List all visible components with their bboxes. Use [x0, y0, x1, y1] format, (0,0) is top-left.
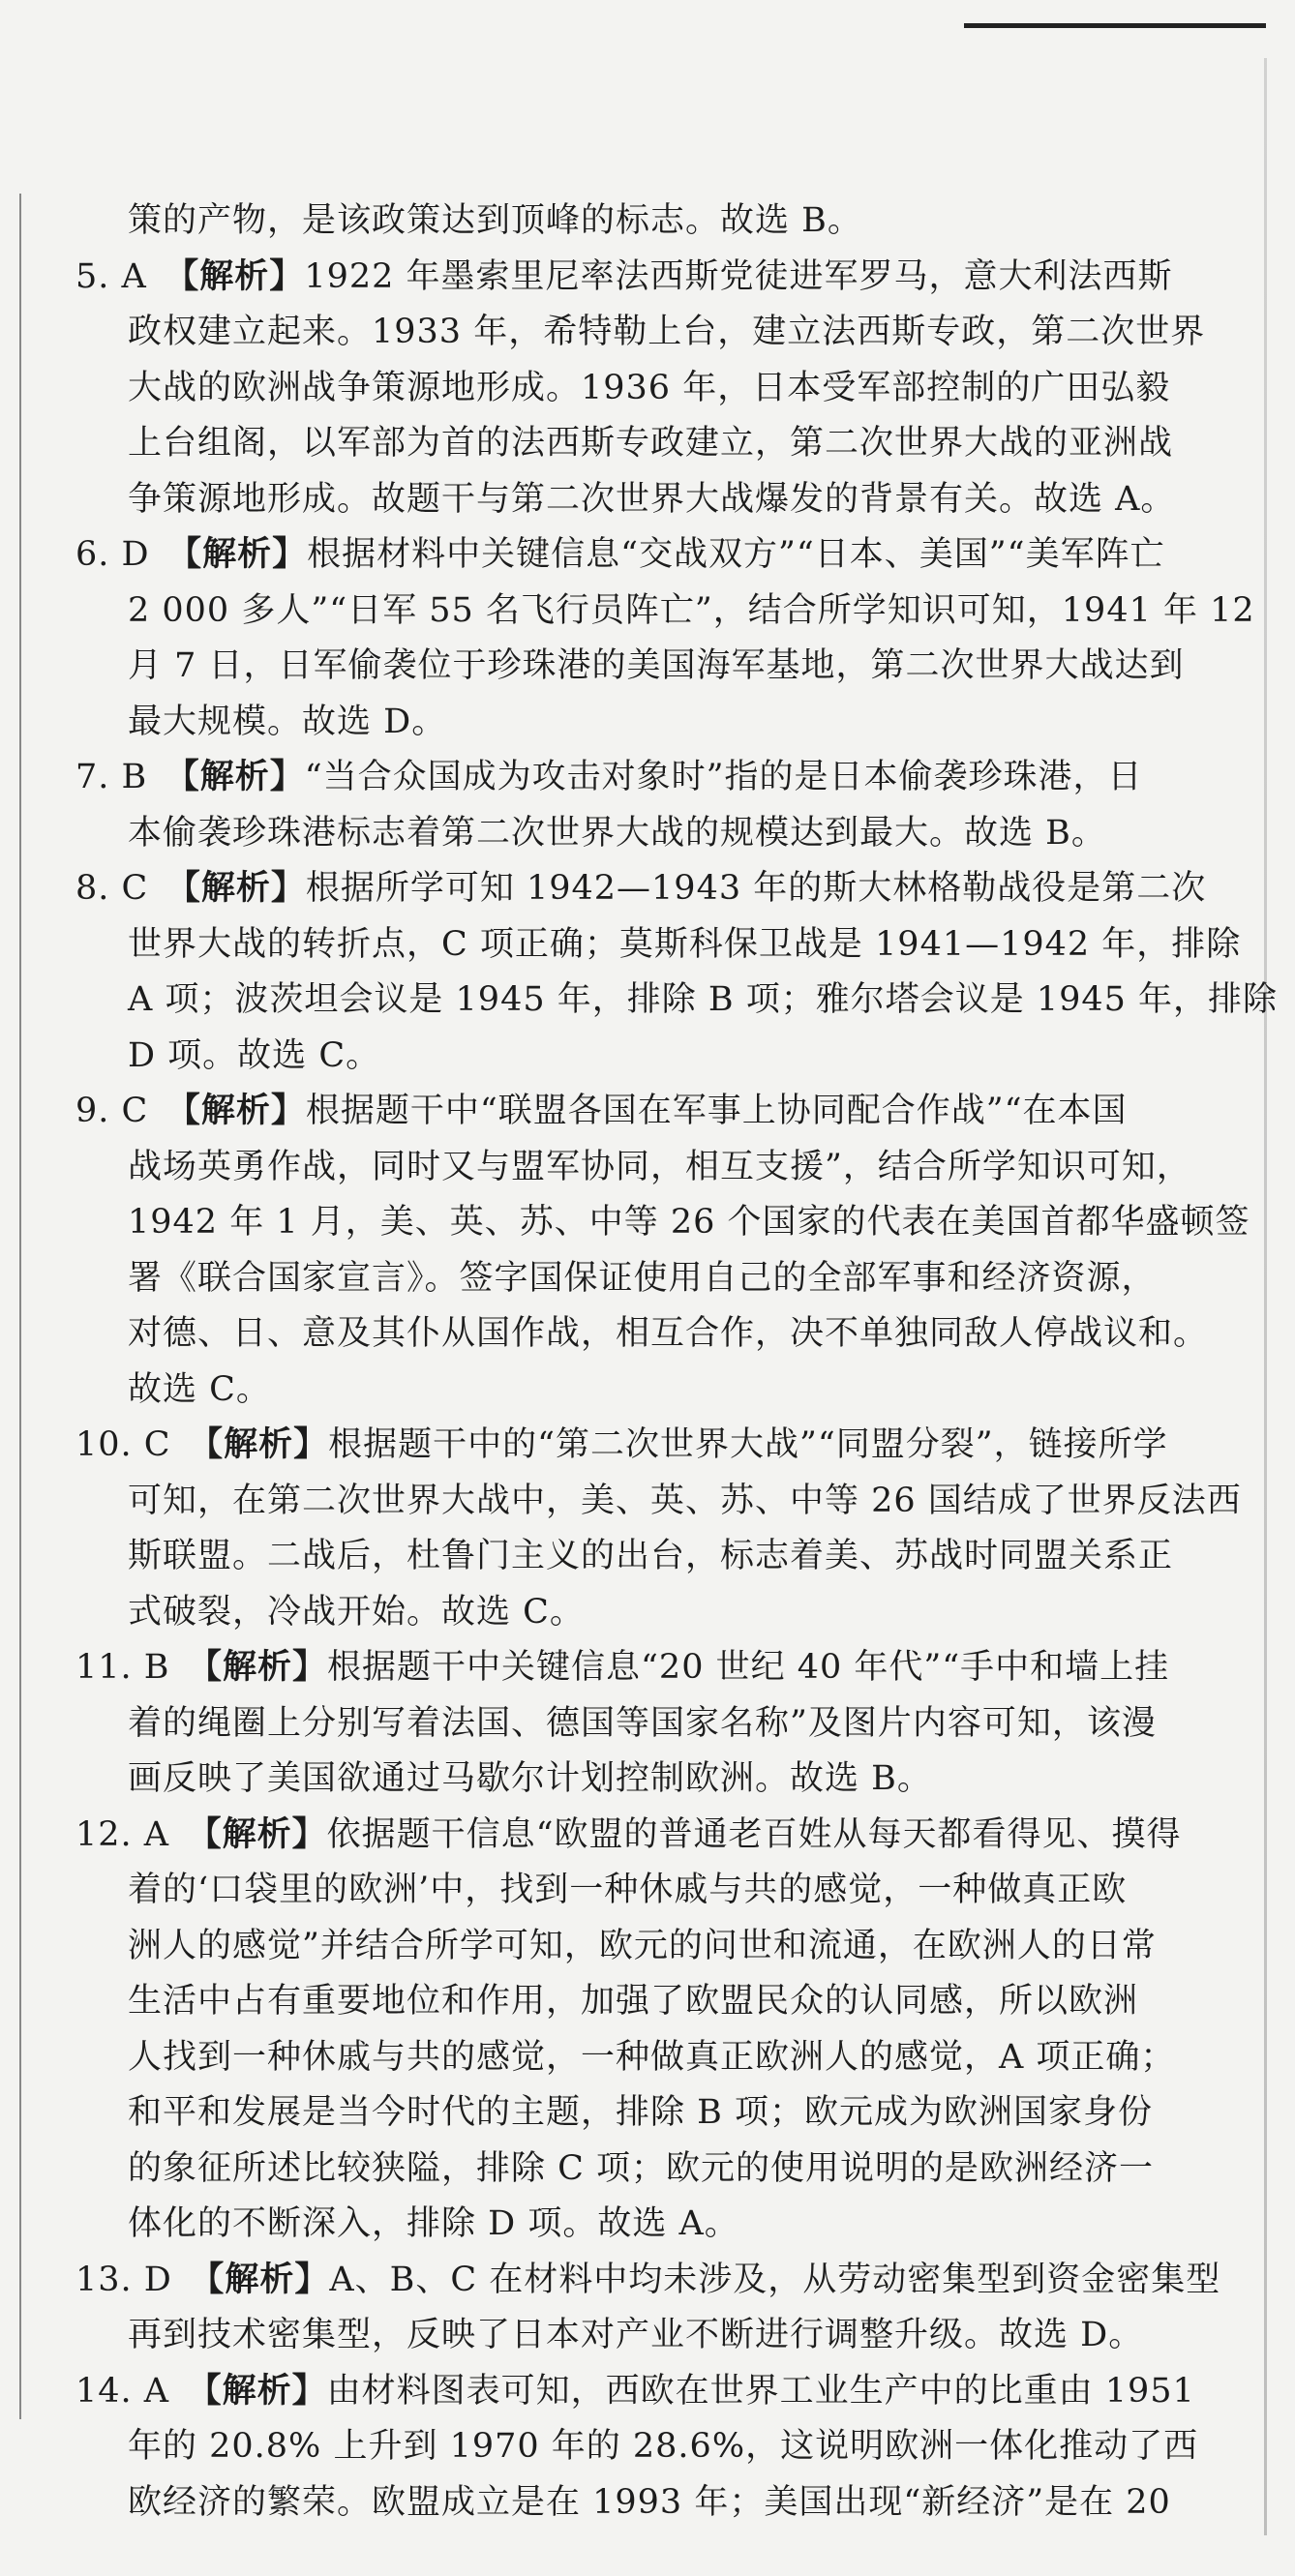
- question-number: 10. C: [75, 1425, 171, 1464]
- text-line: [75, 2364, 1195, 2420]
- text-line: [75, 361, 1171, 417]
- analysis-tag: 【解析】: [166, 869, 306, 908]
- analysis-tag: 【解析】: [190, 2260, 330, 2299]
- analysis-tag: 【解析】: [187, 2371, 327, 2411]
- line-text: D 项。故选 C。: [128, 1035, 381, 1075]
- question-number: 6. D: [75, 535, 150, 574]
- text-line: [75, 1363, 1077, 1419]
- text-line: [75, 639, 1185, 695]
- question-number: 9. C: [75, 1092, 149, 1130]
- text-line: [75, 1195, 1250, 1251]
- line-text: 1942 年 1 月，美、英、苏、中等 26 个国家的代表在美国首都华盛顿签: [128, 1203, 1250, 1242]
- text-line: [75, 194, 1077, 250]
- analysis-tag: 【解析】: [189, 1425, 329, 1464]
- line-text: 署《联合国家宣言》。签字国保证使用自己的全部军事和经济资源，: [128, 1258, 1157, 1298]
- text-line: [75, 2085, 1153, 2142]
- analysis-tag: 【解析】: [165, 256, 305, 296]
- analysis-tag: 【解析】: [167, 535, 308, 574]
- text-line: [75, 695, 1077, 751]
- line-text: 着的‘口袋里的欧洲’中，找到一种休戚与共的感觉，一种做真正欧: [128, 1871, 1128, 1909]
- line-text: 根据题干中的“第二次世界大战”“同盟分裂”，链接所学: [328, 1425, 1168, 1464]
- text-line: [75, 250, 1173, 306]
- line-text: 政权建立起来。1933 年，希特勒上台，建立法西斯专政，第二次世界: [128, 313, 1206, 351]
- text-line: [75, 1474, 1242, 1530]
- line-text: “当合众国成为攻击对象时”指的是日本偷袭珍珠港，日: [304, 758, 1143, 796]
- text-line: [75, 1306, 1209, 1363]
- line-text: 最大规模。故选 D。: [128, 702, 447, 741]
- page-edge-shadow: [1264, 58, 1267, 2535]
- header-rule: [964, 23, 1266, 28]
- line-text: 2 000 多人”“日军 55 名飞行员阵亡”，结合所学知识可知，1941 年 12: [128, 590, 1255, 630]
- line-text: 本偷袭珍珠港标志着第二次世界大战的规模达到最大。故选 B。: [128, 813, 1106, 853]
- question-number: 12. A: [75, 1814, 170, 1854]
- text-line: [75, 584, 1255, 640]
- text-line: [75, 1752, 1077, 1808]
- text-line: [75, 527, 1165, 584]
- line-text: 1922 年墨索里尼率法西斯党徒进军罗马，意大利法西斯: [304, 256, 1173, 296]
- question-number: 14. A: [75, 2371, 170, 2411]
- text-line: [75, 1974, 1139, 2030]
- text-line: [75, 1863, 1128, 1919]
- line-text: 体化的不断深入，排除 D 项。故选 A。: [128, 2204, 739, 2243]
- line-text: 画反映了美国欲通过马歇尔计划控制欧洲。故选 B。: [128, 1759, 932, 1798]
- text-line: [75, 1640, 1170, 1696]
- text-line: [75, 1251, 1157, 1307]
- question-number: 5. A: [75, 256, 147, 296]
- analysis-tag: 【解析】: [188, 1648, 328, 1687]
- analysis-tag: 【解析】: [166, 1092, 306, 1130]
- line-text: 欧经济的繁荣。欧盟成立是在 1993 年；美国出现“新经济”是在 20: [128, 2482, 1171, 2522]
- line-text: 战场英勇作战，同时又与盟军协同，相互支援”，结合所学知识可知，: [128, 1147, 1191, 1186]
- text-line: [75, 2419, 1199, 2475]
- text-line: [75, 2308, 1144, 2364]
- text-line: [75, 973, 1279, 1029]
- text-line: [75, 2142, 1155, 2198]
- line-text: 的象征所述比较狭隘，排除 C 项；欧元的使用说明的是欧洲经济一: [128, 2148, 1155, 2188]
- line-text: 洲人的感觉”并结合所学可知，欧元的问世和流通，在欧洲人的日常: [128, 1926, 1157, 1965]
- line-text: 斯联盟。二战后，杜鲁门主义的出台，标志着美、苏战时同盟关系正: [128, 1537, 1174, 1575]
- line-text: 上台组阁，以军部为首的法西斯专政建立，第二次世界大战的亚洲战: [128, 424, 1174, 463]
- line-text: 式破裂，冷战开始。故选 C。: [128, 1592, 585, 1632]
- line-text: 对德、日、意及其仆从国作战，相互合作，决不单独同敌人停战议和。: [128, 1314, 1209, 1353]
- line-text: A、B、C 在材料中均未涉及，从劳动密集型到资金密集型: [329, 2260, 1221, 2299]
- binding-margin-line: [19, 194, 21, 2419]
- text-line: [75, 1418, 1168, 1474]
- line-text: 根据材料中关键信息“交战双方”“日本、美国”“美军阵亡: [307, 535, 1165, 574]
- analysis-tag: 【解析】: [165, 758, 305, 796]
- text-line: [75, 1696, 1157, 1752]
- line-text: 可知，在第二次世界大战中，美、英、苏、中等 26 国结成了世界反法西: [128, 1481, 1242, 1520]
- text-line: [75, 416, 1174, 472]
- line-text: 人找到一种休戚与共的感觉，一种做真正欧洲人的感觉，A 项正确；: [128, 2037, 1176, 2077]
- question-number: 13. D: [75, 2260, 172, 2299]
- line-text: 依据题干信息“欧盟的普通老百姓从每天都看得见、摸得: [326, 1814, 1182, 1854]
- text-line: [75, 1140, 1191, 1196]
- text-line: [75, 861, 1207, 917]
- line-text: 大战的欧洲战争策源地形成。1936 年，日本受军部控制的广田弘毅: [128, 368, 1171, 407]
- line-text: 策的产物，是该政策达到顶峰的标志。故选 B。: [128, 201, 862, 240]
- line-text: A 项；波茨坦会议是 1945 年，排除 B 项；雅尔塔会议是 1945 年，排除: [128, 980, 1279, 1019]
- line-text: 根据所学可知 1942—1943 年的斯大林格勒战役是第二次: [305, 869, 1207, 908]
- text-line: [75, 1029, 1077, 1085]
- line-text: 根据题干中关键信息“20 世纪 40 年代”“手中和墙上挂: [327, 1648, 1170, 1687]
- text-line: [75, 806, 1106, 862]
- line-text: 故选 C。: [128, 1369, 271, 1409]
- line-text: 再到技术密集型，反映了日本对产业不断进行调整升级。故选 D。: [128, 2316, 1144, 2354]
- text-line: [75, 1084, 1128, 1140]
- line-text: 世界大战的转折点，C 项正确；莫斯科保卫战是 1941—1942 年，排除: [128, 924, 1242, 964]
- text-line: [75, 305, 1206, 361]
- text-line: [75, 2030, 1176, 2086]
- text-line: [75, 1529, 1174, 1585]
- line-text: 根据题干中“联盟各国在军事上协同配合作战”“在本国: [305, 1092, 1128, 1130]
- line-text: 生活中占有重要地位和作用，加强了欧盟民众的认同感，所以欧洲: [128, 1982, 1139, 2021]
- line-text: 和平和发展是当今时代的主题，排除 B 项；欧元成为欧洲国家身份: [128, 2093, 1153, 2132]
- text-line: [75, 2197, 1077, 2253]
- text-line: [75, 750, 1143, 806]
- question-number: 8. C: [75, 869, 149, 908]
- text-line: [75, 2253, 1221, 2309]
- question-number: 7. B: [75, 758, 148, 796]
- line-text: 争策源地形成。故题干与第二次世界大战爆发的背景有关。故选 A。: [128, 479, 1176, 519]
- text-line: [75, 1585, 1077, 1641]
- line-text: 着的绳圈上分别写着法国、德国等国家名称”及图片内容可知，该漫: [128, 1703, 1157, 1743]
- text-line: [75, 1808, 1182, 1864]
- line-text: 月 7 日，日军偷袭位于珍珠港的美国海军基地，第二次世界大战达到: [128, 646, 1185, 685]
- analysis-tag: 【解析】: [187, 1814, 327, 1854]
- line-text: 年的 20.8% 上升到 1970 年的 28.6%，这说明欧洲一体化推动了西: [128, 2427, 1199, 2466]
- text-line: [75, 472, 1176, 528]
- text-line: [75, 917, 1242, 973]
- text-line: [75, 2475, 1171, 2531]
- answer-explanations: [75, 194, 1279, 2531]
- text-line: [75, 1919, 1157, 1975]
- question-number: 11. B: [75, 1648, 170, 1687]
- line-text: 由材料图表可知，西欧在世界工业生产中的比重由 1951: [326, 2371, 1195, 2411]
